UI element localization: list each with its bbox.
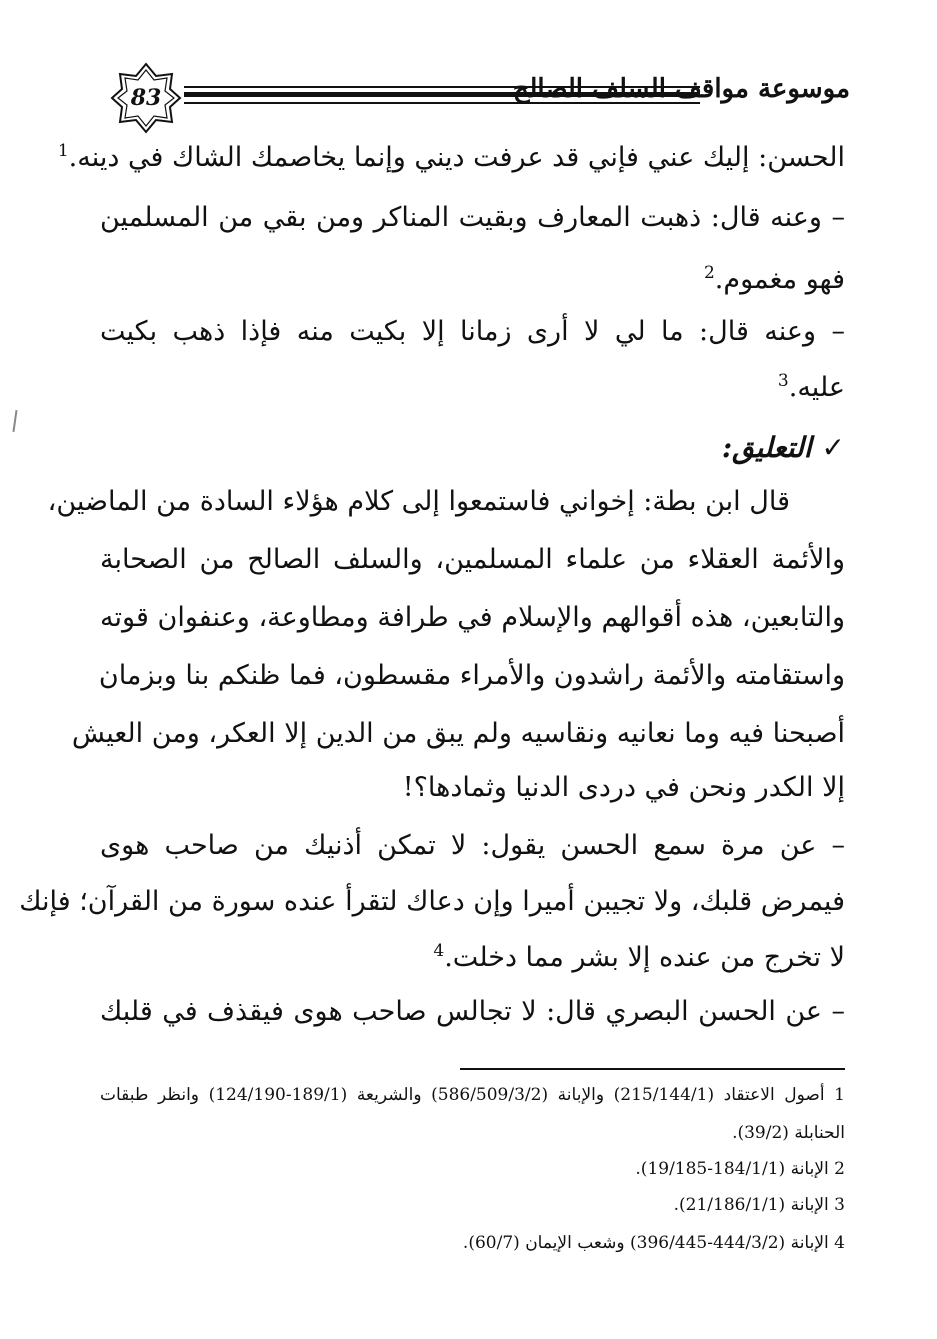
footnote-divider bbox=[460, 1068, 845, 1070]
footnote-3: 3 الإبانة (21/186/1/1). bbox=[673, 1195, 845, 1215]
footnote-ref-1: 1 bbox=[57, 141, 69, 161]
check-icon: ✓ bbox=[821, 431, 845, 464]
body-line-2: – وعنه قال: ذهبت المعارف وبقيت المناكر ومن بقي من المسلمين bbox=[100, 202, 845, 233]
commentary-line-1: قال ابن بطة: إخواني فاستمعوا إلى كلام هؤلاء السادة من الماضين، bbox=[47, 486, 790, 517]
footnote-ref-4: 4 bbox=[433, 941, 445, 961]
commentary-line-8: فيمرض قلبك، ولا تجيبن أميرا وإن دعاك لتقرأ عنده سورة من القرآن؛ فإنك bbox=[19, 886, 845, 917]
footnote-2: 2 الإبانة (184/1/1-19/185). bbox=[635, 1159, 845, 1179]
commentary-line-2: والأئمة العقلاء من علماء المسلمين، والسلف الصالح من الصحابة bbox=[100, 544, 845, 575]
page-header bbox=[110, 62, 850, 134]
commentary-line-5: أصبحنا فيه وما نعانيه ونقاسيه ولم يبق من الدين إلا العكر، ومن العيش bbox=[71, 718, 845, 749]
commentary-line-3: والتابعين، هذه أقوالهم والإسلام في طرافة ومطاوعة، وعنفوان قوته bbox=[100, 602, 845, 633]
footnote-4: 4 الإبانة (444/3/2-396/445) وشعب الإيمان (60/7). bbox=[462, 1233, 845, 1253]
commentary-line-10: – عن الحسن البصري قال: لا تجالس صاحب هوى فيقذف في قلبك bbox=[100, 996, 845, 1027]
book-title: موسوعة مواقف السلف الصالح bbox=[512, 74, 850, 104]
body-line-3: فهو مغموم.$^2$ bbox=[703, 263, 845, 295]
section-heading: ✓التعليق: bbox=[100, 428, 845, 468]
footnote-1: 1 أصول الاعتقاد (215/144/1) والإبانة (586/509/3/2) والشريعة (189/1-124/190) وانظر طبقات bbox=[100, 1085, 845, 1105]
commentary-line-4: واستقامته والأئمة راشدون والأمراء مقسطون، فما ظنكم بنا وبزمان bbox=[98, 660, 845, 691]
page-number: 83 bbox=[130, 85, 162, 111]
commentary-line-9: لا تخرج من عنده إلا بشر مما دخلت.$^4$ bbox=[433, 941, 845, 973]
footnote-ref-2: 2 bbox=[703, 263, 715, 283]
body-line-5: عليه.$^3$ bbox=[777, 371, 845, 403]
footnote-1-continued: الحنابلة (39/2). bbox=[732, 1123, 845, 1143]
commentary-line-7: – عن مرة سمع الحسن يقول: لا تمكن أذنيك من صاحب هوى bbox=[100, 830, 845, 861]
body-line-4: – وعنه قال: ما لي لا أرى زمانا إلا بكيت منه فإذا ذهب بكيت bbox=[100, 316, 845, 347]
footnote-ref-3: 3 bbox=[777, 371, 789, 391]
commentary-line-6: إلا الكدر ونحن في دردى الدنيا وثمادها؟! bbox=[402, 772, 845, 803]
body-line-1: الحسن: إليك عني فإني قد عرفت ديني وإنما يخاصمك الشاك في دينه.$^1$ bbox=[57, 141, 845, 173]
stray-mark bbox=[12, 410, 17, 432]
